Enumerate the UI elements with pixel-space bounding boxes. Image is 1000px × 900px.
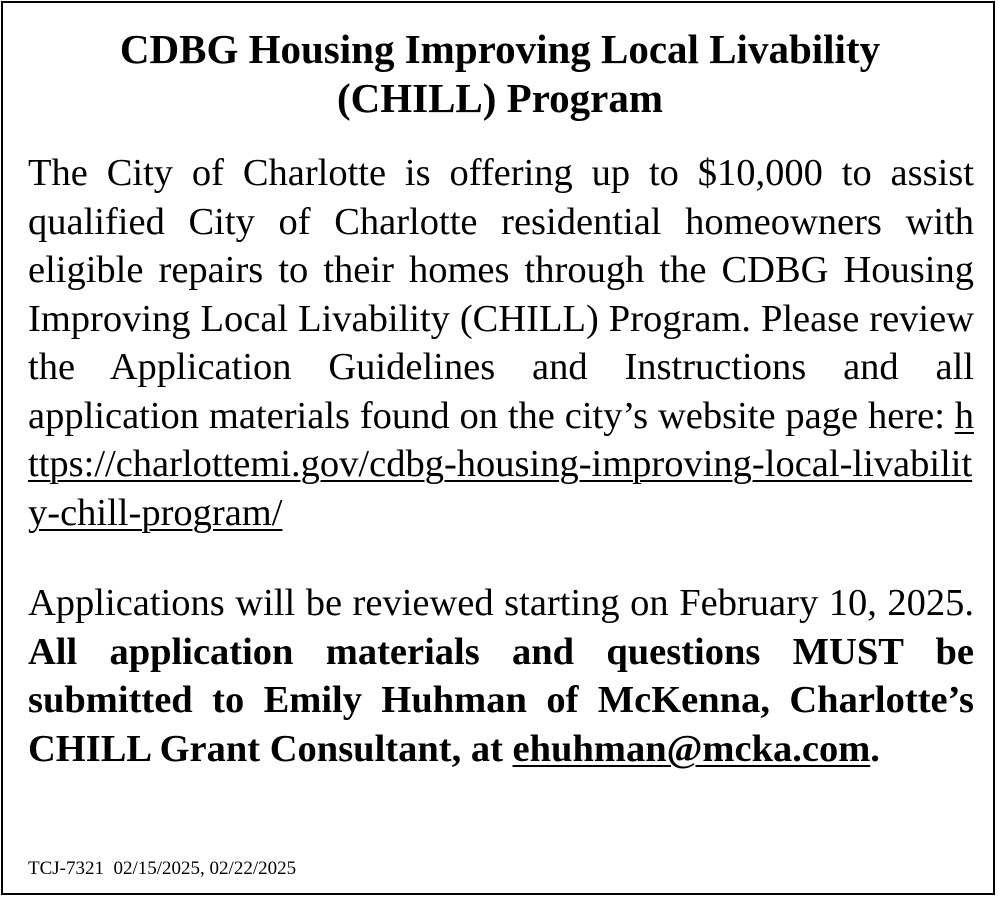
submission-requirement <box>28 631 974 770</box>
notice-title <box>3 25 995 123</box>
consultant-email-link[interactable]: ehuhman@mcka.com <box>512 727 871 770</box>
title-line-1: CDBG Housing Improving Local Livability <box>119 26 881 72</box>
description-text: The City of Charlotte is offering up to $10,000 to assist qualified City of Charlotte residential homeowners with eligible repairs to their homes through the CDBG Housing Improving Local Livability (CHILL) Program. Please review the Application Guidelines and Instructions and all application materials found on the city’s website page here: <box>28 152 974 437</box>
notice-footer <box>28 857 296 881</box>
program-website-link[interactable]: https://charlottemi.gov/cdbg-housing-improving-local-livability-chill-program/ <box>28 394 974 534</box>
review-date-text: Applications will be reviewed starting on February 10, 2025. <box>28 582 974 624</box>
submission-text: All application materials and questions MUST be submitted to Emily Huhman of McKenna, Charlotte’s CHILL Grant Consultant, at <box>28 630 974 770</box>
program-description <box>28 149 974 537</box>
sentence-end: . <box>870 727 880 770</box>
application-instructions <box>28 579 974 773</box>
title-line-2: (CHILL) Program <box>336 75 664 121</box>
publication-dates: 02/15/2025, 02/22/2025 <box>113 858 297 879</box>
notice-code: TCJ-7321 <box>28 858 104 879</box>
legal-notice <box>1 1 995 895</box>
